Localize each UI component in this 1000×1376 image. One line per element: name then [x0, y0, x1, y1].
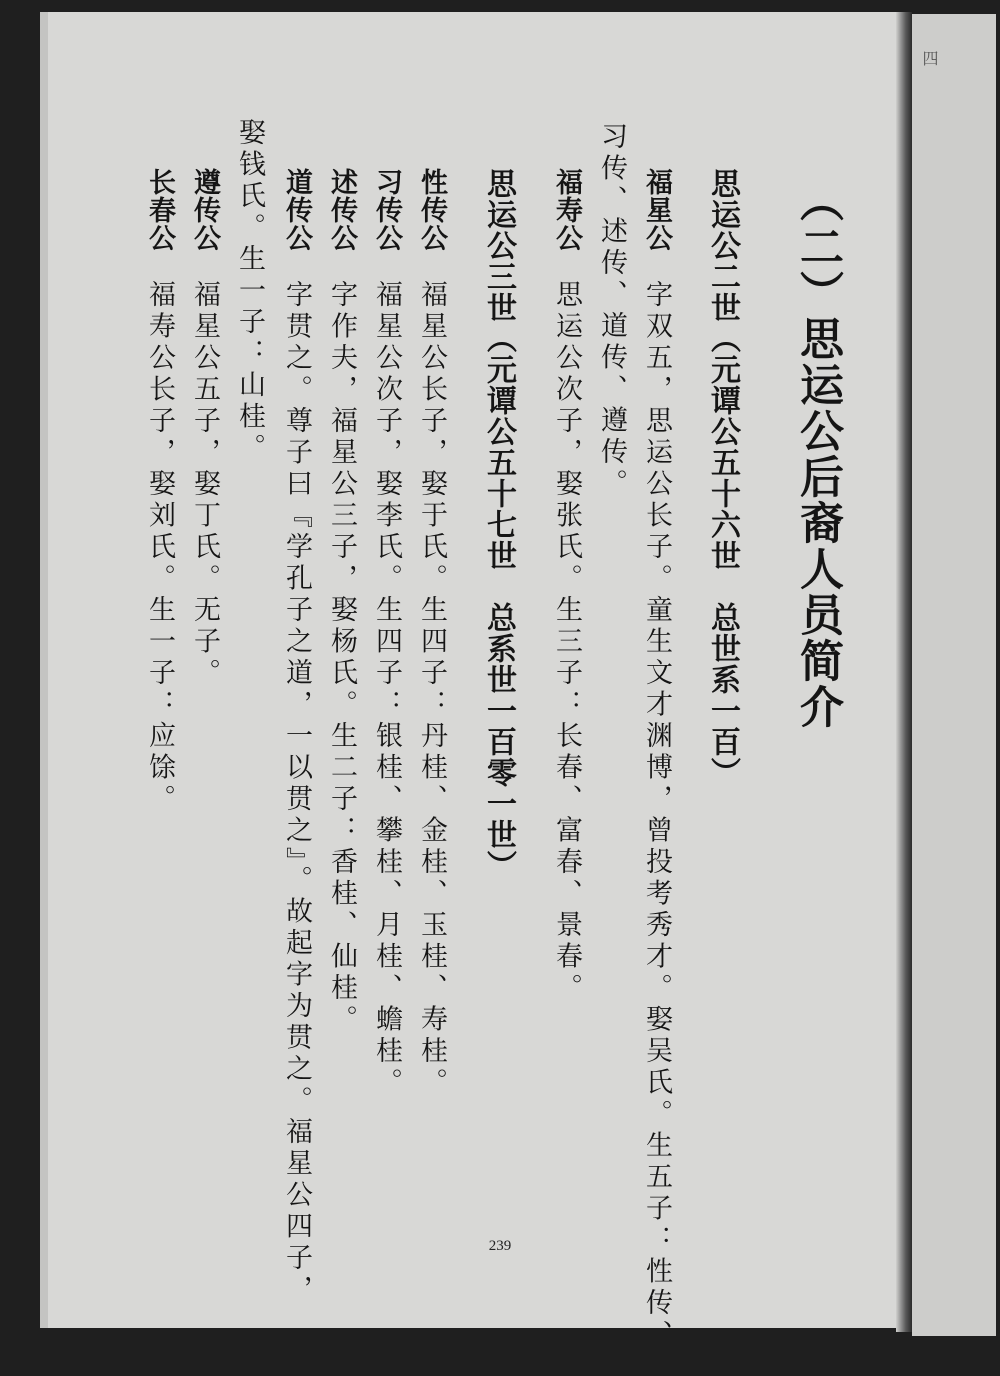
person-name: 遵传公: [189, 168, 220, 252]
person-name: 习传公: [371, 168, 402, 252]
section-title: （二）思运公后裔人员简介: [792, 178, 843, 730]
person-description: 字双五，思运公长子。童生文才渊博，曾投考秀才。娶吴氏。生五子：性传、: [641, 280, 672, 1351]
person-name: 福星公: [641, 168, 672, 252]
entry-column: [146, 168, 173, 816]
person-name: 道传公: [281, 168, 312, 252]
page-edge: [40, 12, 48, 1328]
person-description: 字作夫，福星公三子，娶杨氏。生二子：香桂、仙桂。: [326, 280, 357, 1036]
book-spine: [896, 12, 912, 1332]
person-description: 福星公长子，娶于氏。生四子：丹桂、金桂、玉桂、寿桂。: [416, 280, 447, 1099]
generation-heading: 思运公二世（元谭公五十六世 总世系一百）: [705, 168, 740, 788]
person-description: 思运公次子，娶张氏。生三子：长春、富春、景春。: [551, 280, 582, 1005]
entry-continuation: 娶钱氏。生一子：山桂。: [234, 118, 265, 465]
generation-heading: 思运公三世（元谭公五十七世 总系世一百零一世）: [481, 168, 516, 881]
person-description: 福星公次子，娶李氏。生四子：银桂、攀桂、月桂、蟾桂。: [371, 280, 402, 1099]
person-description: 福寿公长子，娶刘氏。生一子：应馀。: [144, 280, 175, 816]
entry-column: [418, 168, 445, 1099]
entry-continuation: 习传、述传、道传、遵传。: [596, 122, 627, 500]
person-name: 长春公: [144, 168, 175, 252]
entry-column: [373, 168, 400, 1099]
facing-page-mark: 四: [920, 50, 939, 66]
person-description: 字贯之。尊子曰『学孔子之道，一以贯之』。故起字为贯之。福星公四子，: [281, 280, 312, 1306]
person-name: 述传公: [326, 168, 357, 252]
person-name: 性传公: [416, 168, 447, 252]
entry-column: [643, 168, 670, 1351]
entry-column: [553, 168, 580, 1005]
person-description: 福星公五子，娶丁氏。无子。: [189, 280, 220, 690]
facing-page-edge: [912, 14, 996, 1336]
page-number: 239: [488, 1238, 512, 1254]
entry-column: [328, 168, 355, 1036]
entry-column: [191, 168, 218, 690]
entry-column: [283, 168, 310, 1306]
person-name: 福寿公: [551, 168, 582, 252]
